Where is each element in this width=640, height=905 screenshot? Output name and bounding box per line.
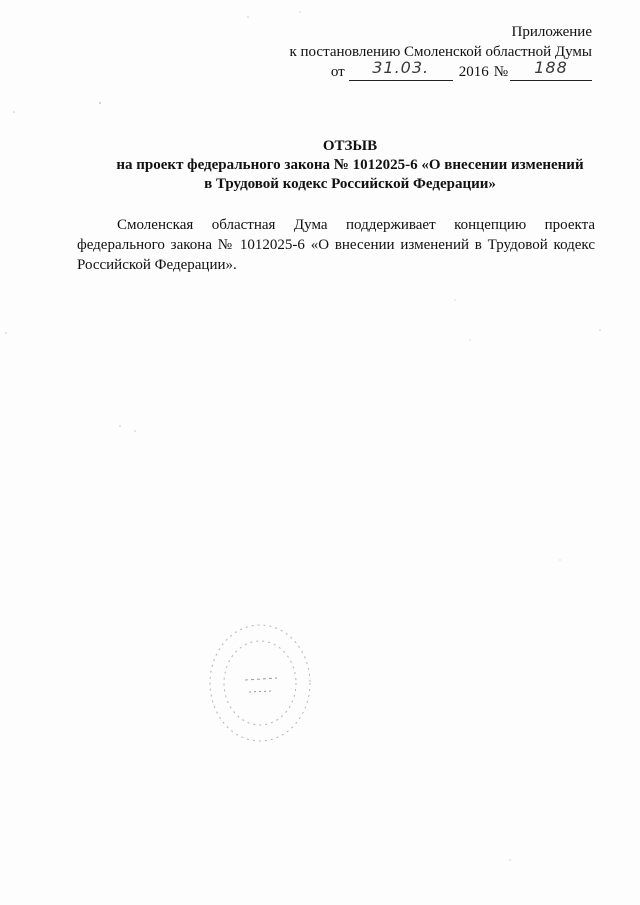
body-line-2: федерального закона № 1012025-6 «О внесении изменений в Трудовой кодекс [77, 237, 595, 253]
appendix-title: Приложение [511, 24, 592, 40]
number-sign: № [493, 64, 508, 80]
date-field [349, 58, 453, 81]
document-title-line-1: на проект федерального закона № 1012025-6 «О внесении изменений [116, 157, 584, 173]
document-title-block [70, 137, 630, 194]
date-prefix: от [330, 64, 345, 80]
date-number-row [330, 58, 592, 84]
handwritten-number: 188 [534, 58, 568, 77]
body-paragraph [77, 215, 595, 275]
appendix-subtitle: к постановлению Смоленской областной Думы [289, 44, 592, 60]
document-title-line-2: в Трудовой кодекс Российской Федерации» [204, 176, 496, 192]
faint-seal-stamp [205, 618, 315, 748]
year: 2016 [458, 64, 489, 80]
handwritten-date: 31.03. [372, 58, 430, 77]
body-line-3: Российской Федерации». [77, 257, 237, 273]
body-line-1: Смоленская областная Дума поддерживает концепцию проекта [117, 217, 595, 233]
document-heading: ОТЗЫВ [322, 138, 378, 154]
number-field [510, 58, 592, 81]
